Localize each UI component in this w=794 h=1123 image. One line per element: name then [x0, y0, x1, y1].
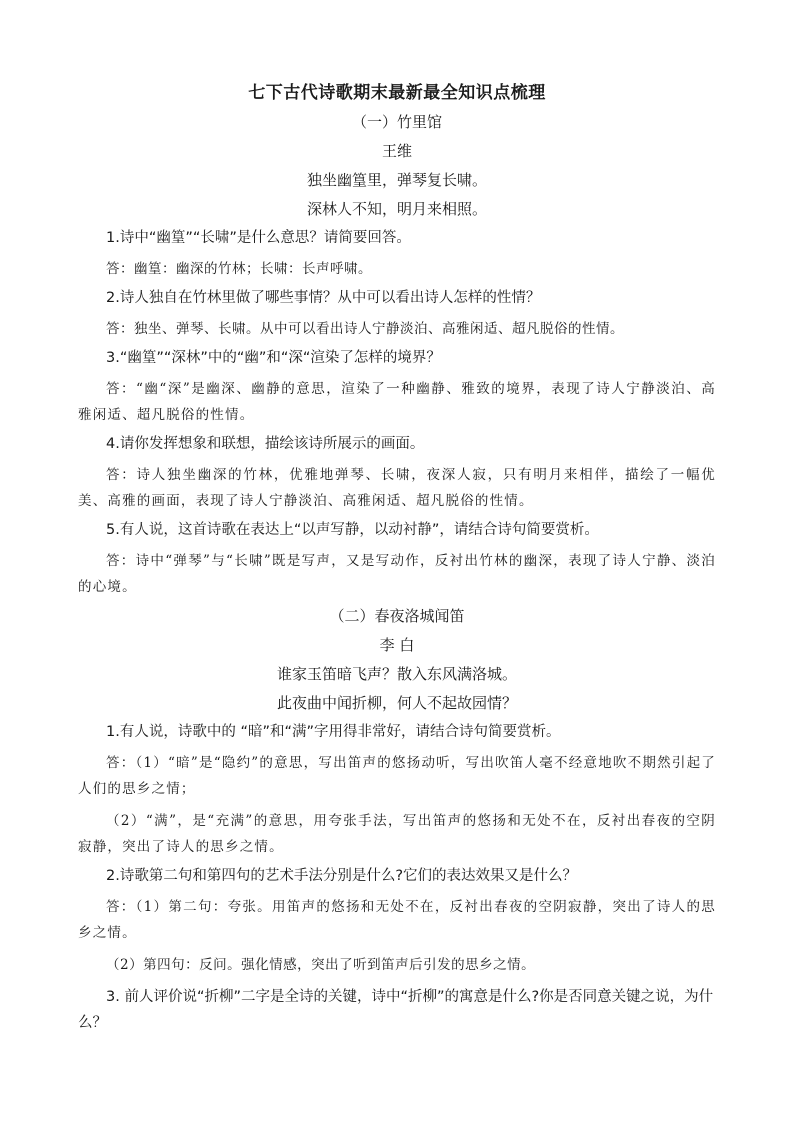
poem2-answer-2-part-1: 答：（1）第二句：夸张。用笛声的悠扬和无处不在，反衬出春夜的空阴寂静，突出了诗人的思乡之情。 — [78, 899, 716, 941]
poem2-line-2: 此夜曲中闻折柳，何人不起故园情？ — [276, 694, 517, 712]
poem1-question-4: 4.请你发挥想象和联想，描绘该诗所展示的画面。 — [106, 436, 425, 452]
document-title: 七下古代诗歌期末最新最全知识点梳理 — [248, 83, 546, 103]
poem2-answer-1-part-1: 答：（1）“暗”是“隐约”的意思，写出笛声的悠扬动听，写出吹笛人毫不经意地吹不期然引起了人们的思乡之情； — [78, 755, 716, 797]
poem2-answer-2-part-2: （2）第四句：反问。强化情感，突出了听到笛声后引发的思乡之情。 — [106, 957, 536, 973]
poem2-line-1: 谁家玉笛暗飞声？散入东风满洛城。 — [276, 665, 517, 683]
poem2-question-3: 3. 前人评价说“折柳”二字是全诗的关键，诗中“折柳”的寓意是什么?你是否同意关键之说，为什么？ — [78, 989, 714, 1031]
poem2-question-2: 2.诗歌第二句和第四句的艺术手法分别是什么?它们的表达效果又是什么？ — [106, 868, 578, 884]
poem1-question-3: 3.“幽篁”“深林”中的“幽”和“深“渲染了怎样的境界？ — [106, 350, 441, 366]
poem1-line-2: 深林人不知，明月来相照。 — [306, 200, 487, 218]
poem2-answer-1-part-2: （2）“满”，是“充满”的意思，用夸张手法，写出笛声的悠扬和无处不在，反衬出春夜的空阴寂静，突出了诗人的思乡之情。 — [78, 813, 716, 855]
poem1-answer-3: 答：“幽“深”是幽深、幽静的意思，渲染了一种幽静、雅致的境界，表现了诗人宁静淡泊、高雅闲适、超凡脱俗的性情。 — [78, 381, 716, 423]
poem1-answer-5: 答：诗中“弹琴”与“长啸”既是写声，又是写动作，反衬出竹林的幽深，表现了诗人宁静、淡泊的心境。 — [78, 553, 716, 595]
poem1-question-5: 5.有人说，这首诗歌在表达上“以声写静，以动衬静”，请结合诗句简要赏析。 — [106, 522, 599, 538]
poem2-question-1: 1.有人说，诗歌中的 “暗”和“满”字用得非常好，请结合诗句简要赏析。 — [106, 724, 561, 740]
poem1-line-1: 独坐幽篁里，弹琴复长啸。 — [306, 171, 487, 189]
poem1-answer-1: 答：幽篁：幽深的竹林；长啸：长声呼啸。 — [106, 261, 372, 277]
poem1-answer-4: 答：诗人独坐幽深的竹林，优雅地弹琴、长啸，夜深人寂，只有明月来相伴，描绘了一幅优美、高雅的画面，表现了诗人宁静淡泊、高雅闲适、超凡脱俗的性情。 — [78, 467, 716, 509]
poem1-question-1: 1.诗中“幽篁”“长啸”是什么意思？请简要回答。 — [106, 230, 411, 246]
poem1-question-2: 2.诗人独自在竹林里做了哪些事情？从中可以看出诗人怎样的性情？ — [106, 290, 541, 306]
poem1-author: 王维 — [381, 142, 412, 160]
poem1-heading: （一）竹里馆 — [351, 113, 442, 131]
poem2-author: 李 白 — [379, 636, 415, 654]
poem1-answer-2: 答：独坐、弹琴、长啸。从中可以看出诗人宁静淡泊、高雅闲适、超凡脱俗的性情。 — [106, 321, 624, 337]
poem2-heading: （二）春夜洛城闻笛 — [329, 607, 465, 625]
